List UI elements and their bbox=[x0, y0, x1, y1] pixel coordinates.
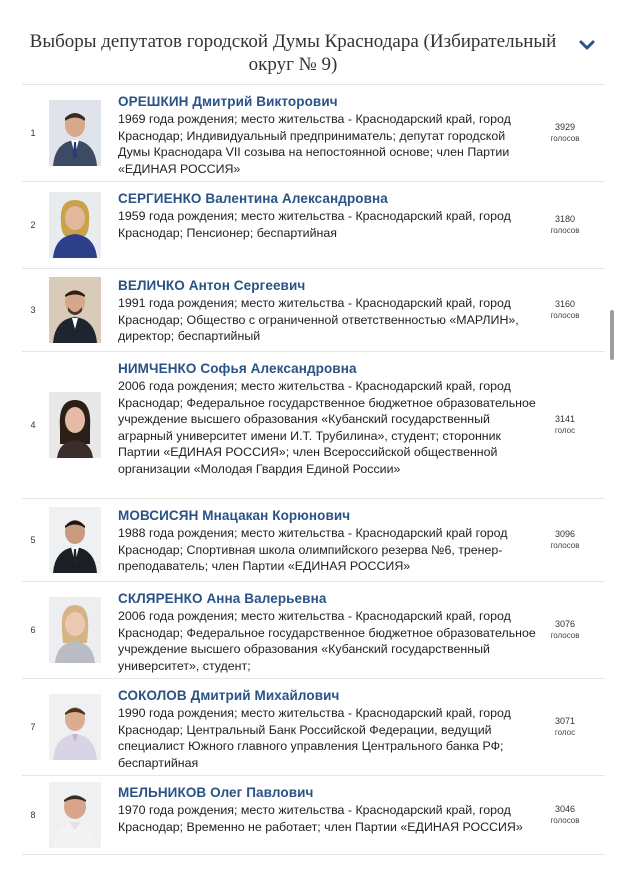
candidate-surname: ОРЕШКИН bbox=[118, 94, 189, 109]
votes-count: 3929 bbox=[554, 122, 576, 132]
candidate-description: 2006 года рождения; место жительства - Краснодарский край, город Краснодар; Федеральное государственное бюджетное образовательное учреждение высшего образования «Кубанский государственный университет», студент; bbox=[118, 609, 536, 673]
votes-count: 3180 bbox=[554, 214, 576, 224]
votes-label: голосов bbox=[550, 134, 580, 143]
candidate-row bbox=[22, 581, 605, 678]
candidate-given-name: Дмитрий Михайлович bbox=[190, 688, 340, 703]
votes-label: голосов bbox=[550, 541, 580, 550]
page-header bbox=[0, 0, 620, 84]
votes-label: голос bbox=[554, 426, 576, 435]
candidate-number: 8 bbox=[30, 810, 36, 820]
candidate-row bbox=[22, 498, 605, 581]
chevron-down-icon[interactable] bbox=[578, 38, 596, 52]
votes-label: голосов bbox=[550, 816, 580, 825]
votes-count: 3046 bbox=[554, 804, 576, 814]
candidate-given-name: Антон Сергеевич bbox=[188, 278, 306, 293]
candidate-votes bbox=[525, 182, 605, 268]
candidate-description: 1990 года рождения; место жительства - Краснодарский край, город Краснодар; Центральный Банк Российской Федерации, ведущий специалист Южного главного управления Центрального банка РФ; беспартийная bbox=[118, 706, 511, 770]
candidate-photo bbox=[49, 192, 101, 258]
candidate-given-name: Дмитрий Викторович bbox=[192, 94, 338, 109]
scrollbar-thumb[interactable] bbox=[610, 310, 614, 360]
candidate-description: 1970 года рождения; место жительства - Краснодарский край, город Краснодар; Временно не работает; член Партии «ЕДИНАЯ РОССИЯ» bbox=[118, 803, 523, 834]
votes-count: 3160 bbox=[554, 299, 576, 309]
candidate-number: 4 bbox=[30, 420, 36, 430]
candidate-surname: МОВСИСЯН bbox=[118, 508, 199, 523]
votes-label: голос bbox=[554, 728, 576, 737]
candidate-number: 5 bbox=[30, 535, 36, 545]
candidate-number: 7 bbox=[30, 722, 36, 732]
candidate-surname: СОКОЛОВ bbox=[118, 688, 187, 703]
candidate-number: 1 bbox=[30, 128, 36, 138]
candidate-votes bbox=[525, 499, 605, 581]
candidate-list bbox=[22, 84, 605, 855]
candidate-surname: МЕЛЬНИКОВ bbox=[118, 785, 207, 800]
candidate-votes bbox=[525, 776, 605, 854]
votes-count: 3141 bbox=[554, 414, 576, 424]
candidate-photo bbox=[49, 392, 101, 458]
candidate-row bbox=[22, 268, 605, 351]
candidate-photo bbox=[49, 694, 101, 760]
candidate-description: 1991 года рождения; место жительства - Краснодарский край, город Краснодар; Общество с ограниченной ответственностью «МАРЛИН», директор; беспартийный bbox=[118, 296, 519, 344]
candidate-description: 1988 года рождения; место жительства - Краснодарский край город Краснодар; Спортивная школа олимпийского резерва №6, тренер-преподаватель; член Партии «ЕДИНАЯ РОССИЯ» bbox=[118, 526, 508, 574]
votes-label: голосов bbox=[550, 226, 580, 235]
candidate-row bbox=[22, 775, 605, 855]
candidate-given-name: Валентина Александровна bbox=[205, 191, 388, 206]
candidate-surname: СЕРГИЕНКО bbox=[118, 191, 202, 206]
votes-count: 3076 bbox=[554, 619, 576, 629]
candidate-surname: НИМЧЕНКО bbox=[118, 361, 197, 376]
candidate-photo bbox=[49, 782, 101, 848]
candidate-given-name: Мнацакан Корюнович bbox=[202, 508, 351, 523]
page-title: Выборы депутатов городской Думы Краснодара (Избирательный округ № 9) bbox=[29, 31, 557, 75]
votes-count: 3096 bbox=[554, 529, 576, 539]
candidate-row bbox=[22, 678, 605, 775]
candidate-photo bbox=[49, 507, 101, 573]
candidate-votes bbox=[525, 352, 605, 498]
candidate-votes bbox=[525, 582, 605, 678]
candidate-votes bbox=[525, 679, 605, 775]
candidate-given-name: Анна Валерьевна bbox=[206, 591, 327, 606]
candidate-votes bbox=[525, 85, 605, 181]
candidate-photo bbox=[49, 100, 101, 166]
candidate-number: 6 bbox=[30, 625, 36, 635]
candidate-row bbox=[22, 84, 605, 181]
candidate-photo bbox=[49, 277, 101, 343]
candidate-description: 2006 года рождения; место жительства - Краснодарский край, город Краснодар; Федеральное государственное бюджетное образовательное учреждение высшего образования «Кубанский государственный аграрный университет имени И.Т. Трубилина», студент; сторонник Партии «ЕДИНАЯ РОССИЯ»; член Всероссийской общественной организации «Молодая Гвардия Единой России» bbox=[118, 379, 536, 476]
candidate-surname: ВЕЛИЧКО bbox=[118, 278, 185, 293]
candidate-number: 2 bbox=[30, 220, 36, 230]
votes-label: голосов bbox=[550, 631, 580, 640]
candidate-votes bbox=[525, 269, 605, 351]
candidate-row bbox=[22, 351, 605, 498]
candidate-photo bbox=[49, 597, 101, 663]
votes-count: 3071 bbox=[554, 716, 576, 726]
candidate-given-name: Софья Александровна bbox=[200, 361, 357, 376]
votes-label: голосов bbox=[550, 311, 580, 320]
candidate-row bbox=[22, 181, 605, 268]
candidate-surname: СКЛЯРЕНКО bbox=[118, 591, 203, 606]
candidate-description: 1959 года рождения; место жительства - Краснодарский край, город Краснодар; Пенсионер; беспартийная bbox=[118, 209, 511, 240]
candidate-given-name: Олег Павлович bbox=[210, 785, 314, 800]
candidate-number: 3 bbox=[30, 305, 36, 315]
candidate-description: 1969 года рождения; место жительства - Краснодарский край, город Краснодар; Индивидуальный предприниматель; депутат городской Думы Краснодара VII созыва на непостоянной основе; член Партии «ЕДИНАЯ РОССИЯ» bbox=[118, 112, 511, 176]
